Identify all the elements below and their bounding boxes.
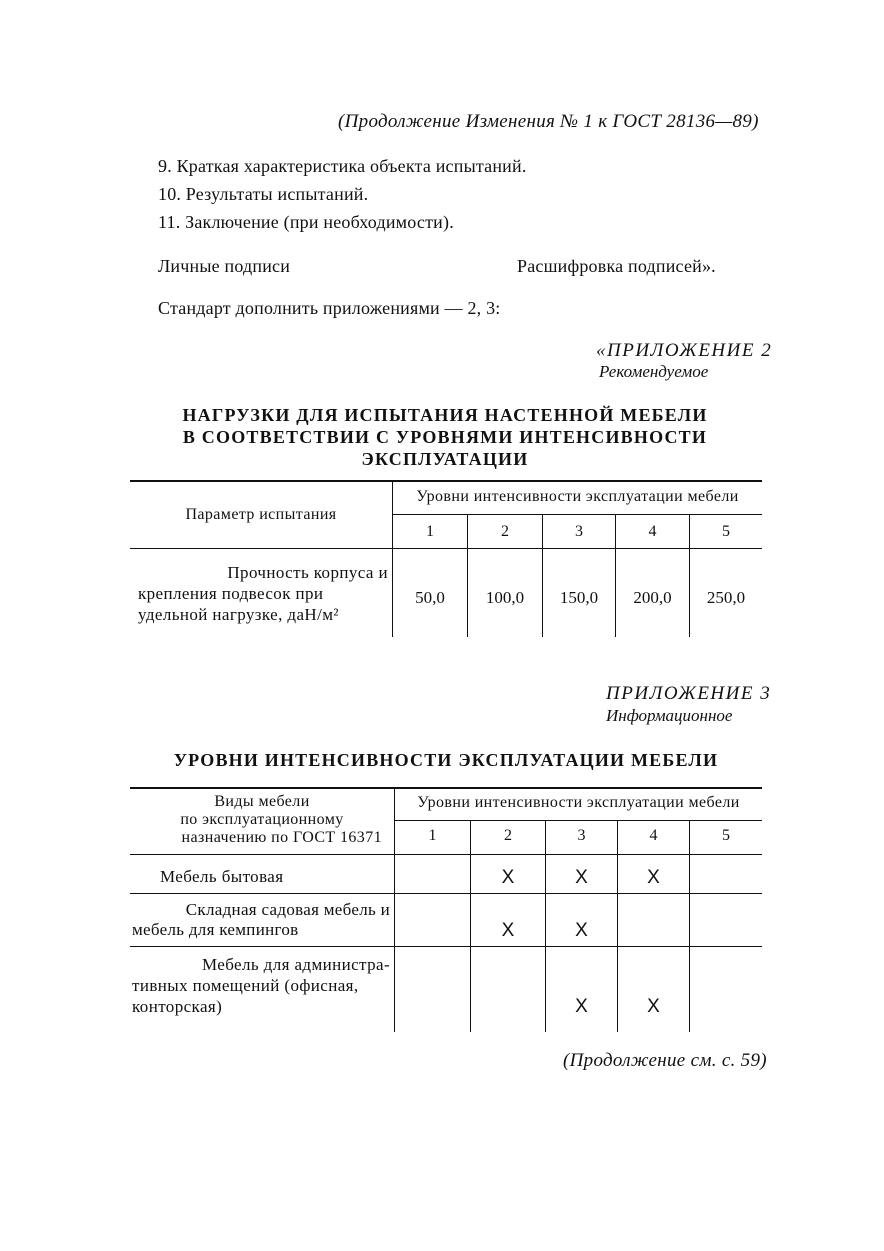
level-header: 5: [722, 827, 730, 844]
appendix-3-title: УРОВНИ ИНТЕНСИВНОСТИ ЭКСПЛУАТАЦИИ МЕБЕЛИ: [173, 750, 719, 770]
row-label-line: конторская): [132, 997, 223, 1016]
level-header: 2: [501, 523, 509, 540]
type-header-line: по эксплуатационному: [180, 811, 344, 828]
level-header: 1: [426, 523, 434, 540]
level-header: 1: [428, 827, 437, 844]
level-header: 2: [504, 827, 512, 844]
appendix-2-label: «ПРИЛОЖЕНИЕ 2: [596, 340, 773, 361]
table-cell: X: [647, 867, 660, 888]
row-label-line: Прочность корпуса и: [227, 563, 388, 582]
appendix-3-label: ПРИЛОЖЕНИЕ 3: [606, 683, 772, 704]
row-label: [132, 954, 390, 1017]
type-header-line: назначению по ГОСТ 16371: [181, 829, 382, 846]
list-item: 10. Результаты испытаний.: [158, 184, 369, 204]
table-rule: [130, 480, 762, 482]
table-cell: X: [575, 996, 588, 1017]
signatures-label: Личные подписи: [158, 256, 291, 276]
table-cell: X: [501, 867, 515, 888]
row-label: Мебель бытовая: [160, 867, 284, 886]
level-header: 4: [649, 827, 658, 844]
title-line: НАГРУЗКИ ДЛЯ ИСПЫТАНИЯ НАСТЕННОЙ МЕБЕЛИ: [182, 405, 708, 425]
row-label: [138, 562, 388, 625]
row-label-line: Складная садовая мебель и: [185, 900, 390, 919]
table-cell: X: [647, 996, 660, 1017]
table-cell: 150,0: [559, 588, 599, 607]
table-cell: 200,0: [633, 588, 672, 607]
level-header: 3: [577, 827, 586, 844]
title-line: В СООТВЕТСТВИИ С УРОВНЯМИ ИНТЕНСИВНОСТИ: [182, 427, 708, 447]
level-header: 3: [575, 523, 583, 540]
list-item: 11. Заключение (при необходимости).: [158, 212, 454, 232]
table-cell: X: [575, 867, 588, 888]
row-label-line: Мебель для администра-: [201, 955, 390, 974]
levels-header: Уровни интенсивности эксплуатации мебели: [416, 488, 739, 505]
row-label-line: крепления подвесок при: [138, 584, 324, 603]
table-cell: 50,0: [415, 588, 445, 607]
title-line: ЭКСПЛУАТАЦИИ: [361, 449, 529, 469]
type-header-line: Виды мебели: [214, 793, 310, 810]
list-item: 9. Краткая характеристика объекта испытаний.: [158, 156, 527, 176]
table-rule: [130, 893, 762, 894]
table-cell: X: [501, 920, 515, 941]
type-header: [130, 793, 394, 847]
table-col-rule: [394, 788, 395, 1032]
table-rule: [130, 548, 762, 549]
continuation-footer: (Продолжение см. с. 59): [563, 1050, 767, 1071]
level-header: 5: [722, 523, 730, 540]
row-label-line: тивных помещений (офисная,: [132, 976, 359, 995]
table-rule: [130, 946, 762, 947]
row-label-line: мебель для кемпингов: [132, 920, 299, 939]
param-header: Параметр испытания: [185, 506, 337, 523]
table-cell: X: [575, 920, 588, 941]
table-col-rule: [689, 821, 690, 1032]
row-label: [132, 900, 390, 940]
appendix-2-title: [130, 404, 760, 470]
table-rule: [395, 820, 762, 821]
levels-header: Уровни интенсивности эксплуатации мебели: [417, 794, 740, 811]
table-cell: 100,0: [485, 588, 525, 607]
level-header: 4: [648, 523, 657, 540]
table-cell: 250,0: [706, 588, 746, 607]
supplement-note: Стандарт дополнить приложениями — 2, 3:: [158, 298, 501, 318]
row-label-line: удельной нагрузке, даН/м²: [138, 605, 339, 624]
appendix-2-status: Рекомендуемое: [599, 362, 709, 381]
table-rule: [393, 514, 762, 515]
signatures-decoding: Расшифровка подписей».: [517, 256, 716, 276]
table-rule: [130, 854, 762, 855]
continuation-header: (Продолжение Изменения № 1 к ГОСТ 28136—89): [338, 111, 759, 132]
table-rule: [130, 787, 762, 789]
appendix-3-status: Информационное: [606, 706, 733, 725]
